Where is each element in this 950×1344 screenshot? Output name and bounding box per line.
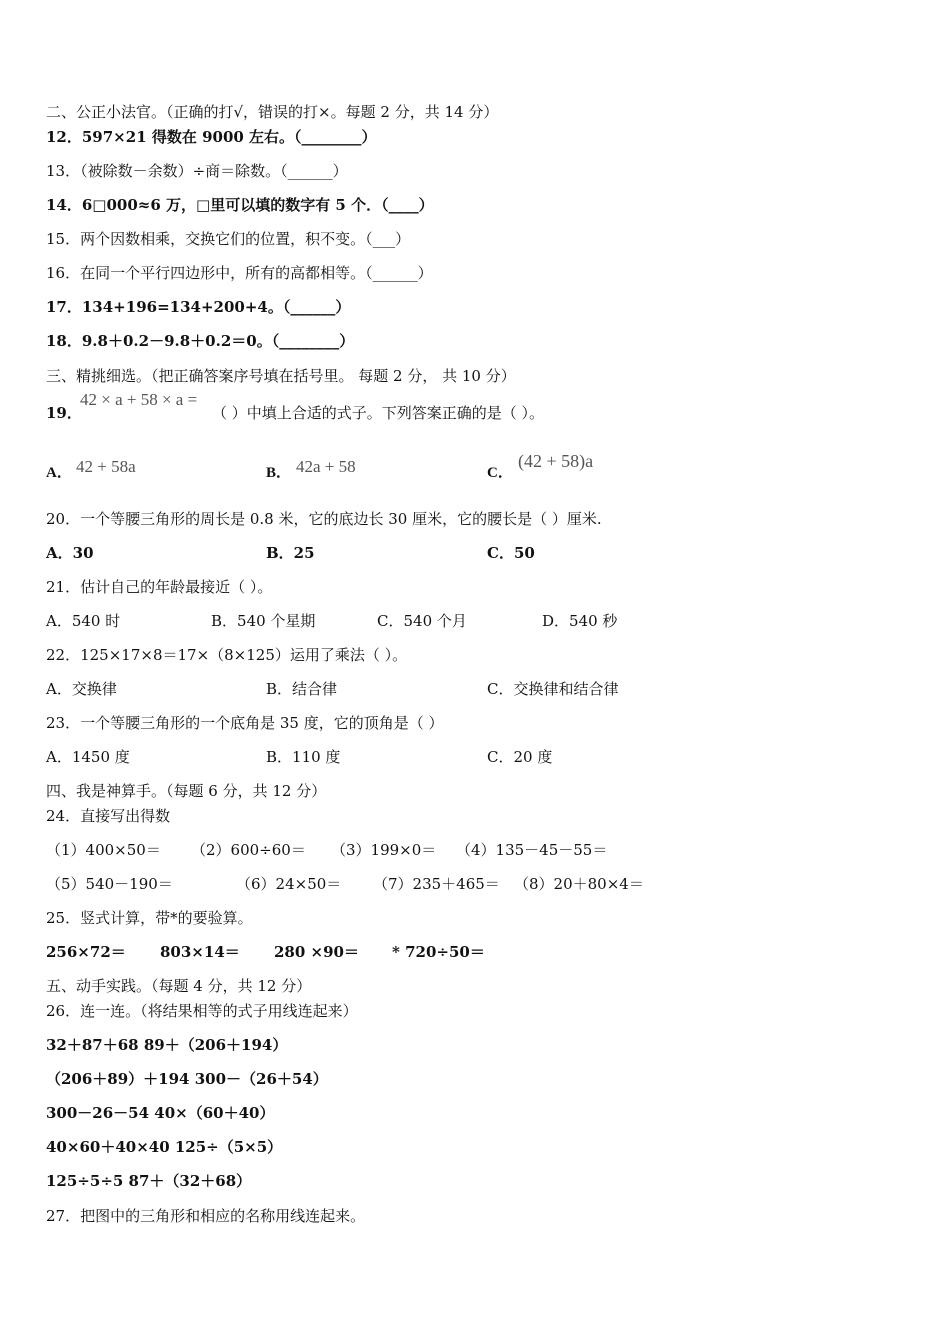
q19-option-c-formula: (42 + 58)a [518,451,594,471]
q22-option-a: A．交换律 [46,680,117,698]
question-13: 13．（被除数－余数）÷商＝除数。（______） [46,162,348,180]
match-row-5: 125÷5÷5 87＋（32＋68） [46,1172,252,1190]
match-row-2: （206＋89）＋194 300－（26＋54） [46,1070,328,1088]
vertical-calc-2: 803×14＝ [160,943,240,961]
q19-option-b-label: B． [266,465,292,481]
calc-item-8: （8）20＋80×4＝ [514,875,644,893]
question-21: 21．估计自己的年龄最接近（ ）。 [46,578,273,596]
question-19-expression: 42 × a + 58 × a = [80,390,198,409]
match-row-1: 32＋87＋68 89＋（206＋194） [46,1036,288,1054]
q19-option-a-label: A． [46,465,72,481]
question-15: 15．两个因数相乘，交换它们的位置，积不变。（___） [46,230,411,248]
q23-option-c: C．20 度 [487,748,553,766]
q21-option-c: C．540 个月 [377,612,467,630]
question-27: 27．把图中的三角形和相应的名称用线连起来。 [46,1207,366,1225]
question-17: 17．134+196=134+200+4。（______） [46,298,351,316]
q21-option-d: D．540 秒 [542,612,618,630]
q22-option-c: C．交换律和结合律 [487,680,619,698]
q23-option-b: B．110 度 [266,748,341,766]
vertical-calc-1: 256×72＝ [46,943,126,961]
q20-option-b: B．25 [266,544,315,562]
calc-item-7: （7）235＋465＝ [373,875,500,893]
question-19-text: （ ）中填上合适的式子。下列答案正确的是（ ）。 [212,404,545,422]
q20-option-a: A．30 [46,544,94,562]
calc-item-5: （5）540－190＝ [46,875,173,893]
match-row-3: 300－26－54 40×（60＋40） [46,1104,275,1122]
question-20: 20．一个等腰三角形的周长是 0.8 米，它的底边长 30 厘米，它的腰长是（ ）厘米. [46,510,602,528]
match-row-4: 40×60＋40×40 125÷（5×5） [46,1138,283,1156]
q19-option-b-formula: 42a + 58 [296,457,356,476]
calc-item-1: （1）400×50＝ [46,841,161,859]
question-22: 22．125×17×8＝17×（8×125）运用了乘法（ ）。 [46,646,408,664]
question-12: 12．597×21 得数在 9000 左右。（________） [46,128,377,146]
calc-item-2: （2）600÷60＝ [191,841,306,859]
question-18: 18．9.8＋0.2－9.8＋0.2＝0。（________） [46,332,355,350]
calc-item-6: （6）24×50＝ [236,875,342,893]
q20-option-c: C．50 [487,544,535,562]
question-14: 14．6□000≈6 万，□里可以填的数字有 5 个．（____） [46,196,434,214]
q22-option-b: B．结合律 [266,680,338,698]
question-25: 25．竖式计算，带*的要验算。 [46,909,253,927]
q21-option-b: B．540 个星期 [211,612,316,630]
q19-option-c-label: C． [487,465,513,481]
question-19-number: 19． [46,404,82,422]
section-4-heading: 四、我是神算手。（每题 6 分，共 12 分） [46,782,327,800]
q21-option-a: A．540 时 [46,612,121,630]
question-23: 23．一个等腰三角形的一个底角是 35 度，它的顶角是（ ） [46,714,444,732]
question-26: 26．连一连。（将结果相等的式子用线连起来） [46,1002,358,1020]
vertical-calc-4: * 720÷50＝ [392,943,485,961]
calc-item-3: （3）199×0＝ [331,841,437,859]
section-5-heading: 五、动手实践。（每题 4 分，共 12 分） [46,977,312,995]
section-3-heading: 三、精挑细选。（把正确答案序号填在括号里。 每题 2 分， 共 10 分） [46,367,516,385]
section-2-heading: 二、公正小法官。（正确的打√，错误的打×。每题 2 分，共 14 分） [46,103,499,121]
vertical-calc-3: 280 ×90＝ [274,943,359,961]
question-24: 24．直接写出得数 [46,807,171,825]
q19-option-a-formula: 42 + 58a [76,457,136,476]
calc-item-4: （4）135－45－55＝ [456,841,608,859]
q23-option-a: A．1450 度 [46,748,130,766]
question-16: 16．在同一个平行四边形中，所有的高都相等。（______） [46,264,433,282]
